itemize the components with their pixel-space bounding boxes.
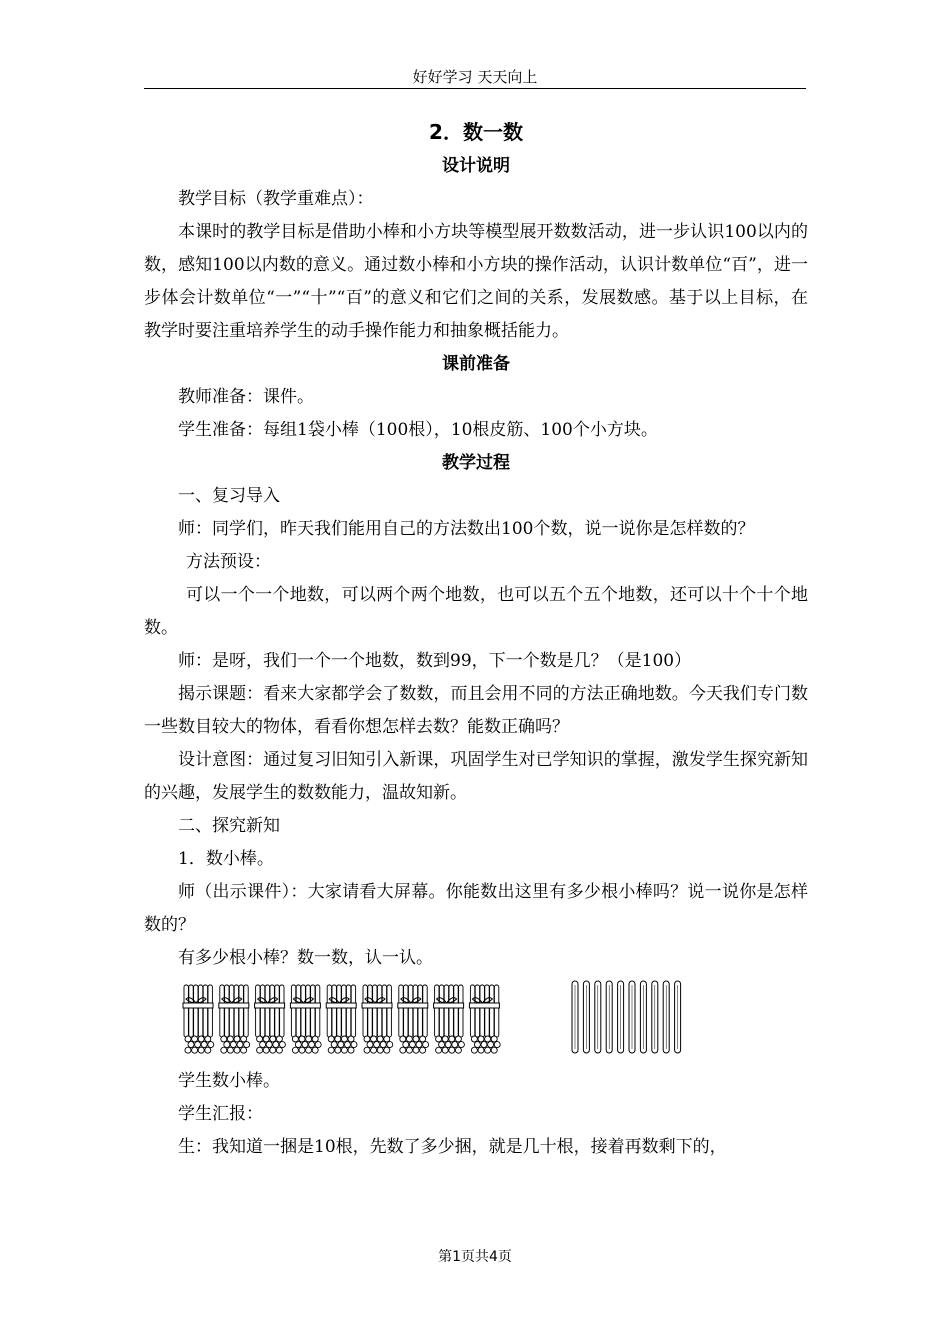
paragraph: 一、复习导入 [178, 486, 280, 506]
section-heading-process: 教学过程 [442, 453, 510, 473]
loose-stick [652, 981, 658, 1053]
sticks-figure [144, 979, 808, 1063]
section-heading-prep: 课前准备 [442, 354, 510, 374]
paragraph: 二、探究新知 [178, 816, 280, 836]
paragraph: 可以一个一个地数，可以两个两个地数，也可以五个五个地数，还可以十个十个地数。 [144, 585, 808, 638]
header-rule [144, 88, 806, 89]
loose-stick [572, 981, 578, 1053]
paragraph: 师（出示课件）：大家请看大屏幕。你能数出这里有多少根小棒吗？说一说你是怎样数的？ [144, 882, 808, 935]
paragraph: 有多少根小棒？数一数，认一认。 [178, 948, 433, 968]
section-heading-design: 设计说明 [442, 156, 510, 176]
paragraph: 生：我知道一捆是10根，先数了多少捆，就是几十根，接着再数剩下的， [178, 1137, 727, 1157]
document-title: 2．数一数 [429, 120, 523, 144]
paragraph: 设计意图：通过复习旧知引入新课，巩固学生对已学知识的掌握，激发学生探究新知的兴趣，发展学生的数数能力，温故知新。 [144, 750, 808, 803]
paragraph: 本课时的教学目标是借助小棒和小方块等模型展开数数活动，进一步认识100以内的数，感知100以内数的意义。通过数小棒和小方块的操作活动，认识计数单位“百”，进一步体会计数单位“一”“十”“百”的意义和它们之间的关系，发展数感。基于以上目标，在教学时要注重培养学生的动手操作能力和抽象概括能力。 [144, 222, 808, 341]
paragraph: 学生汇报： [178, 1104, 263, 1124]
page-header: 好好学习 天天向上 [412, 68, 538, 86]
stick-bundle [398, 985, 429, 1053]
paragraph: 教师准备：课件。 [178, 387, 314, 407]
stick-bundle [219, 985, 250, 1053]
stick-bundle [469, 985, 500, 1053]
document-body [144, 114, 808, 1164]
paragraph: 揭示课题：看来大家都学会了数数，而且会用不同的方法正确地数。今天我们专门数一些数目较大的物体，看看你想怎样去数？能数正确吗？ [144, 684, 808, 737]
stick-bundle [434, 985, 465, 1053]
paragraph: 师：是呀，我们一个一个地数，数到99，下一个数是几？（是100） [178, 651, 692, 671]
paragraph: 师：同学们，昨天我们能用自己的方法数出100个数，说一说你是怎样数的？ [178, 519, 755, 539]
loose-stick [618, 981, 624, 1053]
loose-stick [675, 981, 681, 1053]
stick-bundle [326, 985, 357, 1053]
loose-stick [595, 981, 601, 1053]
stick-bundle [290, 985, 321, 1053]
stick-bundle [183, 985, 214, 1053]
paragraph: 学生准备：每组1袋小棒（100根），10根皮筋、100个小方块。 [178, 420, 658, 440]
paragraph: 方法预设： [186, 552, 271, 572]
paragraph: 学生数小棒。 [178, 1071, 280, 1091]
loose-stick [583, 981, 589, 1053]
sticks-illustration [180, 979, 700, 1059]
loose-stick [663, 981, 669, 1053]
loose-stick [640, 981, 646, 1053]
loose-stick [606, 981, 612, 1053]
paragraph: 1．数小棒。 [178, 849, 274, 869]
stick-bundle [362, 985, 393, 1053]
stick-bundle [255, 985, 286, 1053]
loose-stick [629, 981, 635, 1053]
paragraph: 教学目标（教学重难点）： [178, 189, 374, 209]
page-footer: 第1页共4页 [438, 1249, 512, 1265]
